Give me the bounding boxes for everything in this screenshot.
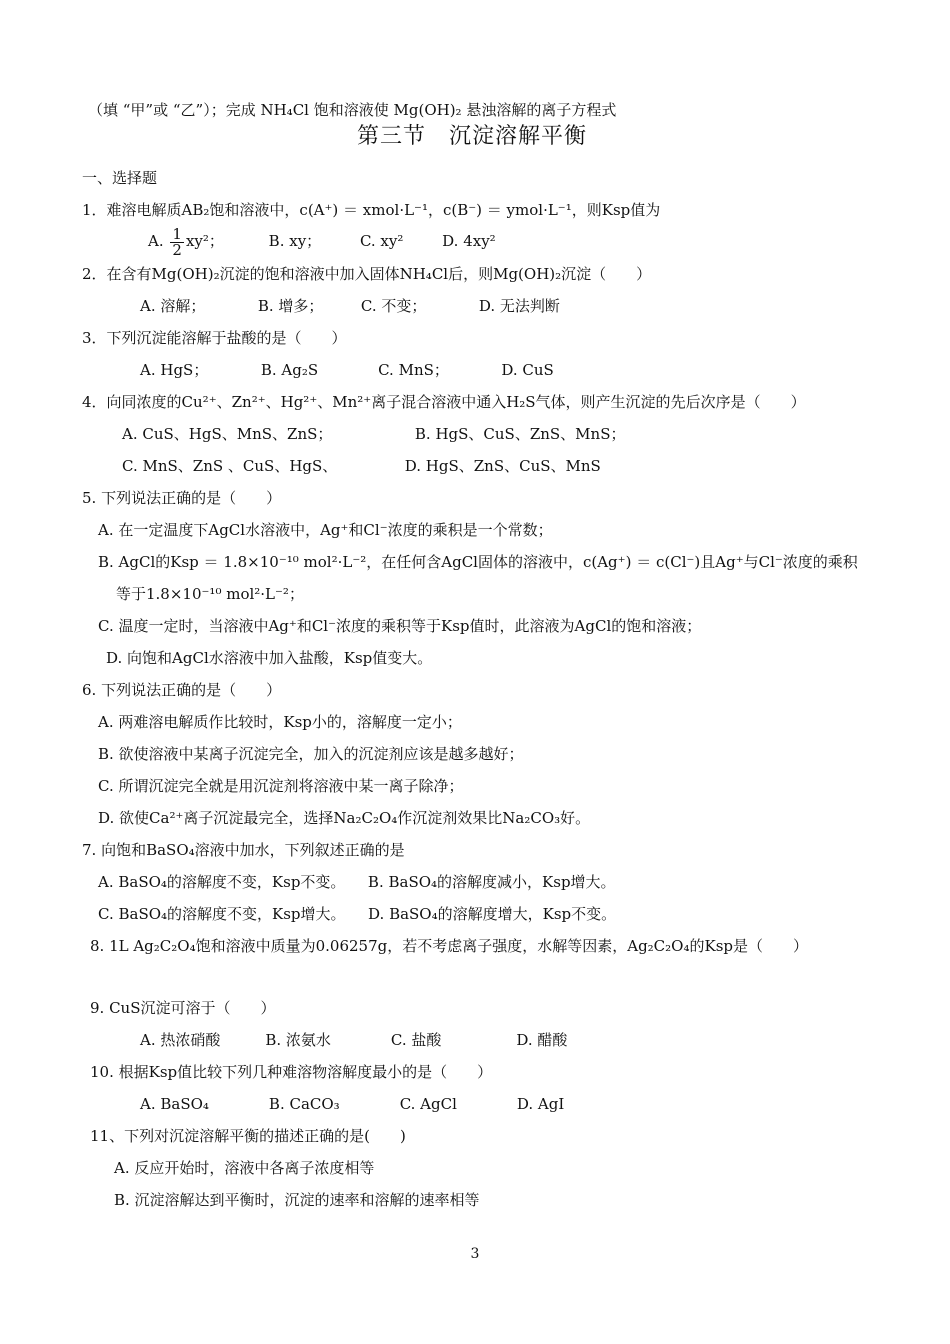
q8-stem: 8. 1L Ag₂C₂O₄饱和溶液中质量为0.06257g，若不考虑离子强度，水解等因素，Ag₂C₂O₄的Ksp是（ ） <box>90 937 808 955</box>
q1-option-a-suffix: xy²； <box>185 232 224 250</box>
q10-stem: 10. 根据Ksp值比较下列几种难溶物溶解度最小的是（ ） <box>90 1063 493 1081</box>
q6-option-d: D. 欲使Ca²⁺离子沉淀最完全，选择Na₂C₂O₄作沉淀剂效果比Na₂CO₃好。 <box>98 809 591 827</box>
q7-stem: 7. 向饱和BaSO₄溶液中加水，下列叙述正确的是 <box>82 841 405 859</box>
q10-options: A. BaSO₄ B. CaCO₃ C. AgCl D. AgI <box>140 1095 565 1113</box>
q9-options: A. 热浓硝酸 B. 浓氨水 C. 盐酸 D. 醋酸 <box>140 1031 568 1049</box>
q6-option-a: A. 两难溶电解质作比较时，Ksp小的，溶解度一定小； <box>98 713 462 731</box>
q1-stem: 1．难溶电解质AB₂饱和溶液中，c(A⁺) ＝ xmol·L⁻¹，c(B⁻) ＝ ymol·L⁻¹，则Ksp值为 <box>82 201 661 219</box>
q11-option-a: A. 反应开始时，溶液中各离子浓度相等 <box>114 1159 375 1177</box>
q7-options-cd: C. BaSO₄的溶解度不变，Ksp增大。 D. BaSO₄的溶解度增大，Ksp不变。 <box>98 905 617 923</box>
section-heading: 一、选择题 <box>82 169 158 187</box>
q1-option-a-prefix: A. <box>148 232 164 250</box>
q2-stem: 2．在含有Mg(OH)₂沉淀的饱和溶液中加入固体NH₄Cl后，则Mg(OH)₂沉淀（ ） <box>82 265 652 283</box>
q4-options-ab: A. CuS、HgS、MnS、ZnS； B. HgS、CuS、ZnS、MnS； <box>122 425 626 443</box>
header-note: （填 “甲”或 “乙”）；完成 NH₄Cl 饱和溶液使 Mg(OH)₂ 悬浊溶解的离子方程式 <box>88 101 617 119</box>
q1-option-d: D. 4xy² <box>442 232 496 250</box>
q1-option-c: C. xy² <box>359 232 404 250</box>
q11-option-b: B. 沉淀溶解达到平衡时，沉淀的速率和溶解的速率相等 <box>114 1191 480 1209</box>
q6-option-c: C. 所谓沉淀完全就是用沉淀剂将溶液中某一离子除净； <box>98 777 464 795</box>
page-number: 3 <box>470 1246 480 1262</box>
q6-stem: 6. 下列说法正确的是（ ） <box>82 681 282 699</box>
q4-stem: 4．向同浓度的Cu²⁺、Zn²⁺、Hg²⁺、Mn²⁺离子混合溶液中通入H₂S气体，则产生沉淀的先后次序是（ ） <box>82 393 806 411</box>
q5-option-c: C. 温度一定时，当溶液中Ag⁺和Cl⁻浓度的乘积等于Ksp值时，此溶液为AgCl的饱和溶液； <box>98 617 702 635</box>
fraction-numerator: 1 <box>172 224 182 243</box>
q5-stem: 5. 下列说法正确的是（ ） <box>82 489 282 507</box>
q1-options <box>148 226 496 258</box>
q4-options-cd: C. MnS、ZnS 、CuS、HgS、 D. HgS、ZnS、CuS、MnS <box>122 457 601 475</box>
q7-options-ab: A. BaSO₄的溶解度不变，Ksp不变。 B. BaSO₄的溶解度减小，Ksp增大。 <box>98 873 616 891</box>
q5-option-b-line2: 等于1.8×10⁻¹⁰ mol²·L⁻²； <box>116 585 304 603</box>
q2-options: A. 溶解； B. 增多； C. 不变； D. 无法判断 <box>140 297 560 315</box>
q6-option-b: B. 欲使溶液中某离子沉淀完全，加入的沉淀剂应该是越多越好； <box>98 745 524 763</box>
q3-stem: 3．下列沉淀能溶解于盐酸的是（ ） <box>82 329 347 347</box>
q1-fraction <box>170 224 184 259</box>
q1-option-b: B. xy； <box>268 232 322 250</box>
page-title: 第三节 沉淀溶解平衡 <box>357 124 588 149</box>
q3-options: A. HgS； B. Ag₂S C. MnS； D. CuS <box>140 361 554 379</box>
q9-stem: 9. CuS沉淀可溶于（ ） <box>90 999 276 1017</box>
q11-stem: 11、下列对沉淀溶解平衡的描述正确的是( ) <box>90 1127 406 1145</box>
fraction-denominator: 2 <box>172 240 182 259</box>
q5-option-b-line1: B. AgCl的Ksp ＝ 1.8×10⁻¹⁰ mol²·L⁻²，在任何含AgCl固体的溶液中，c(Ag⁺) ＝ c(Cl⁻)且Ag⁺与Cl⁻浓度的乘积 <box>98 553 858 571</box>
q5-option-a: A. 在一定温度下AgCl水溶液中，Ag⁺和Cl⁻浓度的乘积是一个常数； <box>98 521 553 539</box>
q5-option-d: D. 向饱和AgCl水溶液中加入盐酸，Ksp值变大。 <box>106 649 433 667</box>
